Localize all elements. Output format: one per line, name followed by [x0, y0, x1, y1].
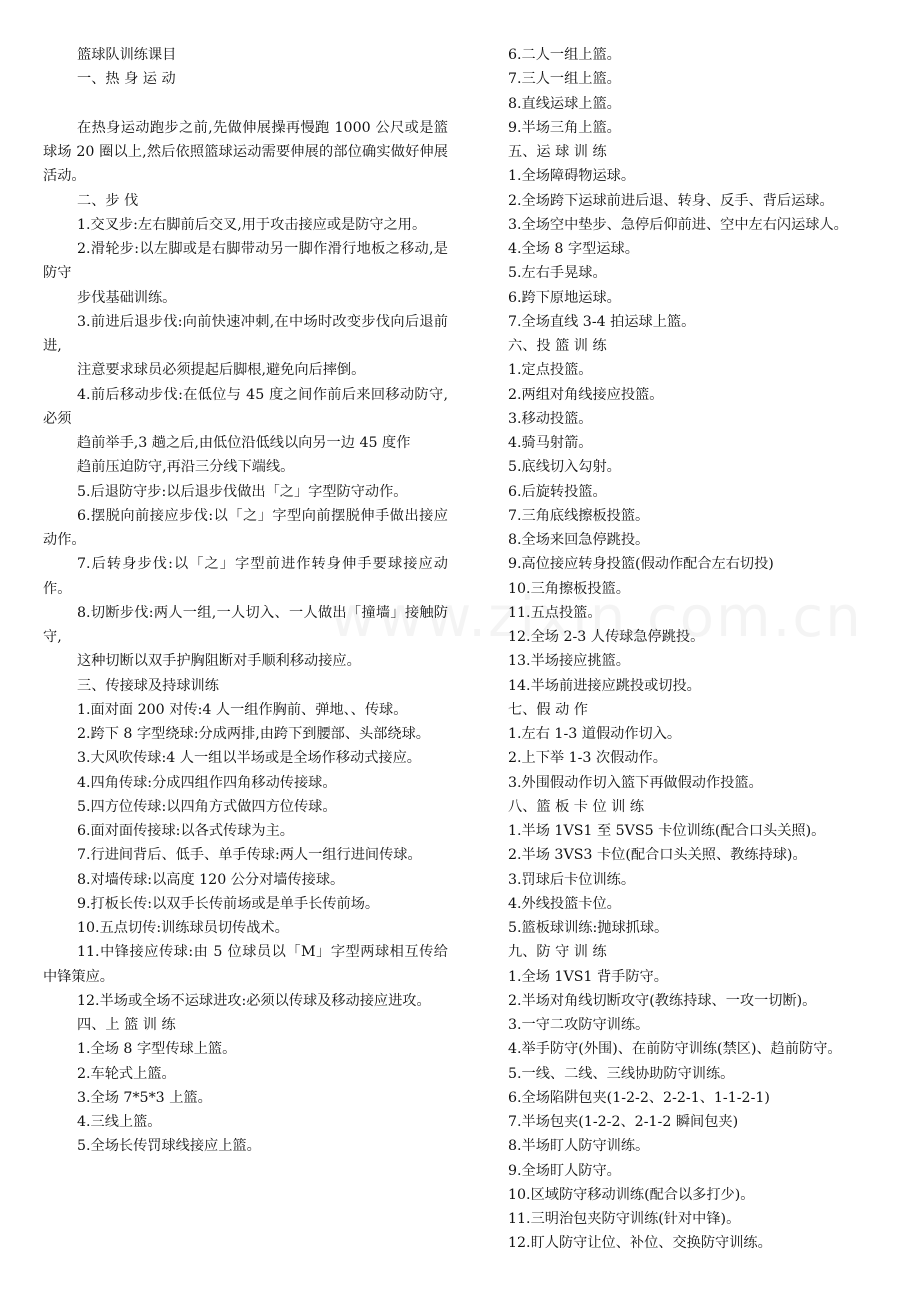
section-heading-dribbling: 五、运 球 训 练: [508, 144, 607, 160]
defense-item: 1.全场 1VS1 背手防守。: [508, 968, 668, 985]
section-heading-fakes: 七、假 动 作: [508, 701, 588, 718]
right-column: [508, 43, 913, 1256]
fake-item: 2.上下举 1-3 次假动作。: [508, 750, 667, 767]
shooting-item: 13.半场接应挑篮。: [508, 653, 630, 670]
layup-item: 2.车轮式上篮。: [77, 1065, 176, 1082]
defense-item: 10.区域防守移动训练(配合以多打少)。: [508, 1186, 755, 1203]
passing-item: 4.四角传球:分成四组作四角移动传接球。: [77, 774, 337, 791]
defense-item: 4.举手防守(外围)、在前防守训练(禁区)、趋前防守。: [508, 1041, 842, 1058]
shooting-item: 5.底线切入勾射。: [508, 459, 621, 476]
shooting-item: 11.五点投篮。: [508, 604, 602, 621]
passing-item: 6.面对面传接球:以各式传球为主。: [77, 823, 294, 839]
shooting-item: 3.移动投篮。: [508, 410, 593, 427]
defense-item: 12.盯人防守让位、补位、交换防守训练。: [508, 1235, 772, 1252]
passing-item: 9.打板长传:以双手长传前场或是单手长传前场。: [77, 895, 380, 912]
footwork-item-cont: 步伐基础训练。: [77, 289, 177, 306]
left-column: [43, 43, 448, 1159]
dribbling-item: 5.左右手晃球。: [508, 265, 607, 282]
dribbling-item: 6.跨下原地运球。: [508, 289, 621, 306]
rebounding-item: 4.外线投篮卡位。: [508, 895, 621, 912]
layup-item: 4.三线上篮。: [77, 1114, 162, 1130]
shooting-item: 7.三角底线擦板投篮。: [508, 507, 650, 524]
rebounding-item: 3.罚球后卡位训练。: [508, 871, 636, 888]
dribbling-item: 4.全场 8 字型运球。: [508, 241, 639, 257]
shooting-item: 1.定点投篮。: [508, 362, 593, 379]
defense-item: 3.一守二攻防守训练。: [508, 1017, 650, 1033]
shooting-item: 6.后旋转投篮。: [508, 483, 607, 500]
shooting-item: 10.三角擦板投篮。: [508, 580, 630, 597]
passing-item: 5.四方位传球:以四角方式做四方位传球。: [77, 798, 337, 815]
shooting-item: 4.骑马射箭。: [508, 435, 593, 451]
footwork-item: 7.后转身步伐:以「之」字型前进作转身伸手要球接应动作。: [43, 556, 448, 597]
section-heading-passing: 三、传接球及持球训练: [77, 677, 219, 694]
section-heading-footwork: 二、步 伐: [77, 192, 139, 209]
layup-item: 8.直线运球上篮。: [508, 95, 621, 112]
layup-item: 5.全场长传罚球线接应上篮。: [77, 1138, 261, 1155]
dribbling-item: 2.全场跨下运球前进后退、转身、反手、背后运球。: [508, 192, 834, 209]
passing-item: 3.大风吹传球:4 人一组以半场或是全场作移动式接应。: [77, 750, 421, 767]
dribbling-item: 1.全场障碍物运球。: [508, 168, 636, 185]
section-heading-rebounding: 八、篮 板 卡 位 训 练: [508, 798, 645, 815]
defense-item: 9.全场盯人防守。: [508, 1162, 621, 1179]
layup-item: 6.二人一组上篮。: [508, 47, 621, 63]
footwork-item-cont: 趋前压迫防守,再沿三分线下端线。: [77, 459, 295, 476]
dribbling-item: 7.全场直线 3-4 拍运球上篮。: [508, 313, 696, 330]
shooting-item: 8.全场来回急停跳投。: [508, 532, 650, 548]
fake-item: 1.左右 1-3 道假动作切入。: [508, 726, 682, 742]
defense-item: 8.半场盯人防守训练。: [508, 1138, 650, 1155]
footwork-item-cont: 这种切断以双手护胸阻断对手顺利移动接应。: [77, 653, 361, 670]
passing-item: 1.面对面 200 对传:4 人一组作胸前、弹地、、传球。: [77, 701, 408, 718]
section-heading-warmup: 一、热 身 运 动: [77, 71, 176, 88]
defense-item: 2.半场对角线切断攻守(教练持球、一攻一切断)。: [508, 992, 817, 1009]
defense-item: 11.三明治包夹防守训练(针对中锋)。: [508, 1211, 741, 1227]
shooting-item: 14.半场前进接应跳投或切投。: [508, 677, 701, 694]
shooting-item: 12.全场 2-3 人传球急停跳投。: [508, 629, 705, 645]
passing-item: 10.五点切传:训练球员切传战术。: [77, 920, 289, 936]
dribbling-item: 3.全场空中垫步、急停后仰前进、空中左右闪运球人。: [508, 216, 848, 233]
footwork-item: 3.前进后退步伐:向前快速冲刺,在中场时改变步伐向后退前进,: [43, 313, 448, 354]
layup-item: 9.半场三角上篮。: [508, 119, 621, 136]
footwork-item: 6.摆脱向前接应步伐:以「之」字型向前摆脱伸手做出接应动作。: [43, 507, 448, 548]
passing-item: 2.跨下 8 字型绕球:分成两排,由跨下到腰部、头部绕球。: [77, 726, 430, 742]
footwork-item: 5.后退防守步:以后退步伐做出「之」字型防守动作。: [77, 483, 408, 500]
layup-item: 1.全场 8 字型传球上篮。: [77, 1041, 237, 1058]
section-heading-layup: 四、上 篮 训 练: [77, 1017, 176, 1033]
section-heading-shooting: 六、投 篮 训 练: [508, 338, 607, 354]
defense-item: 6.全场陷阱包夹(1-2-2、2-2-1、1-1-2-1): [508, 1089, 770, 1106]
page-title: 篮球队训练课目: [77, 47, 177, 63]
defense-item: 5.一线、二线、三线协助防守训练。: [508, 1065, 735, 1082]
defense-item: 7.半场包夹(1-2-2、2-1-2 瞬间包夹): [508, 1114, 739, 1130]
layup-item: 3.全场 7*5*3 上篮。: [77, 1089, 212, 1106]
passing-item: 11.中锋接应传球:由 5 位球员以「M」字型两球相互传给中锋策应。: [43, 944, 448, 985]
passing-item: 7.行进间背后、低手、单手传球:两人一组行进间传球。: [77, 847, 422, 864]
rebounding-item: 1.半场 1VS1 至 5VS5 卡位训练(配合口头关照)。: [508, 823, 826, 839]
rebounding-item: 2.半场 3VS3 卡位(配合口头关照、教练持球)。: [508, 847, 807, 864]
footwork-item: 2.滑轮步:以左脚或是右脚带动另一脚作滑行地板之移动,是防守: [43, 241, 448, 282]
section-heading-defense: 九、防 守 训 练: [508, 944, 607, 961]
footwork-item-cont: 趋前举手,3 趟之后,由低位沿低线以向另一边 45 度作: [77, 435, 411, 451]
footwork-item-cont: 注意要求球员必须提起后脚根,避免向后摔倒。: [77, 362, 366, 379]
footwork-item: 4.前后移动步伐:在低位与 45 度之间作前后来回移动防守,必须: [43, 386, 448, 427]
passing-item: 12.半场或全场不运球进攻:必须以传球及移动接应进攻。: [77, 992, 431, 1009]
layup-item: 7.三人一组上篮。: [508, 71, 621, 88]
fake-item: 3.外围假动作切入篮下再做假动作投篮。: [508, 774, 763, 791]
shooting-item: 2.两组对角线接应投篮。: [508, 386, 664, 403]
passing-item: 8.对墙传球:以高度 120 公分对墙传接球。: [77, 871, 345, 888]
footwork-item: 8.切断步伐:两人一组,一人切入、一人做出「撞墙」接触防守,: [43, 604, 448, 645]
warmup-paragraph: 在热身运动跑步之前,先做伸展操再慢跑 1000 公尺或是篮球场 20 圈以上,然后依照篮球运动需要伸展的部位确实做好伸展活动。: [43, 119, 448, 185]
blank-line: [43, 92, 448, 116]
rebounding-item: 5.篮板球训练:抛球抓球。: [508, 920, 669, 936]
shooting-item: 9.高位接应转身投篮(假动作配合左右切投): [508, 556, 774, 573]
footwork-item: 1.交叉步:左右脚前后交叉,用于攻击接应或是防守之用。: [77, 216, 427, 233]
